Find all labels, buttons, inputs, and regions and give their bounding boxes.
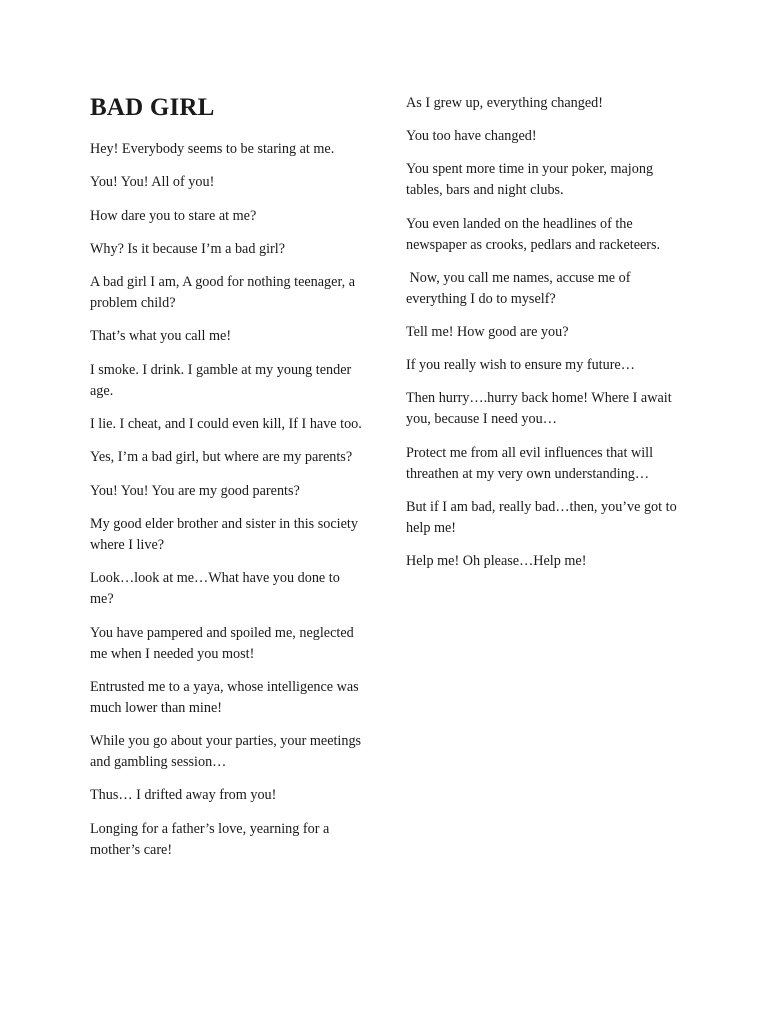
right-stanza-list (406, 93, 691, 584)
stanza: If you really wish to ensure my future… (406, 357, 635, 374)
stanza: Then hurry….hurry back home! Where I await you, because I need you… (406, 390, 672, 428)
stanza: Now, you call me names, accuse me of everything I do to myself? (406, 269, 634, 307)
stanza: While you go about your parties, your meetings and gambling session… (90, 733, 362, 771)
stanza: You! You! All of you! (90, 174, 215, 191)
stanza: Tell me! How good are you? (406, 323, 569, 340)
stanza: You too have changed! (406, 128, 537, 145)
stanza: You even landed on the headlines of the newspaper as crooks, pedlars and racketeers. (406, 215, 661, 253)
stanza: How dare you to stare at me? (90, 207, 257, 224)
stanza: Help me! Oh please…Help me! (406, 552, 587, 569)
stanza: But if I am bad, really bad…then, you’ve got to help me! (406, 498, 677, 536)
stanza: My good elder brother and sister in this society where I live? (90, 515, 358, 553)
stanza: I lie. I cheat, and I could even kill, If I have too. (90, 416, 362, 433)
stanza: Thus… I drifted away from you! (90, 787, 277, 804)
stanza: Longing for a father’s love, yearning for a mother’s care! (90, 820, 330, 858)
stanza: You! You! You are my good parents? (90, 482, 300, 499)
stanza: Protect me from all evil influences that will threathen at my very own understanding… (406, 444, 654, 482)
stanza: Yes, I’m a bad girl, but where are my parents? (90, 449, 353, 466)
left-stanza-list (90, 139, 365, 873)
stanza: Hey! Everybody seems to be staring at me. (90, 141, 335, 157)
stanza: A bad girl I am, A good for nothing teenager, a problem child? (90, 274, 355, 312)
stanza: I smoke. I drink. I gamble at my young tender age. (90, 361, 352, 399)
stanza: That’s what you call me! (90, 328, 232, 345)
stanza: Look…look at me…What have you done to me? (90, 570, 340, 608)
stanza: You have pampered and spoiled me, neglected me when I needed you most! (90, 624, 354, 662)
poem-title: BAD GIRL (90, 94, 215, 121)
stanza: Why? Is it because I’m a bad girl? (90, 240, 285, 257)
stanza: As I grew up, everything changed! (406, 95, 603, 111)
stanza: You spent more time in your poker, majong tables, bars and night clubs. (406, 161, 654, 199)
stanza: Entrusted me to a yaya, whose intelligence was much lower than mine! (90, 678, 359, 716)
